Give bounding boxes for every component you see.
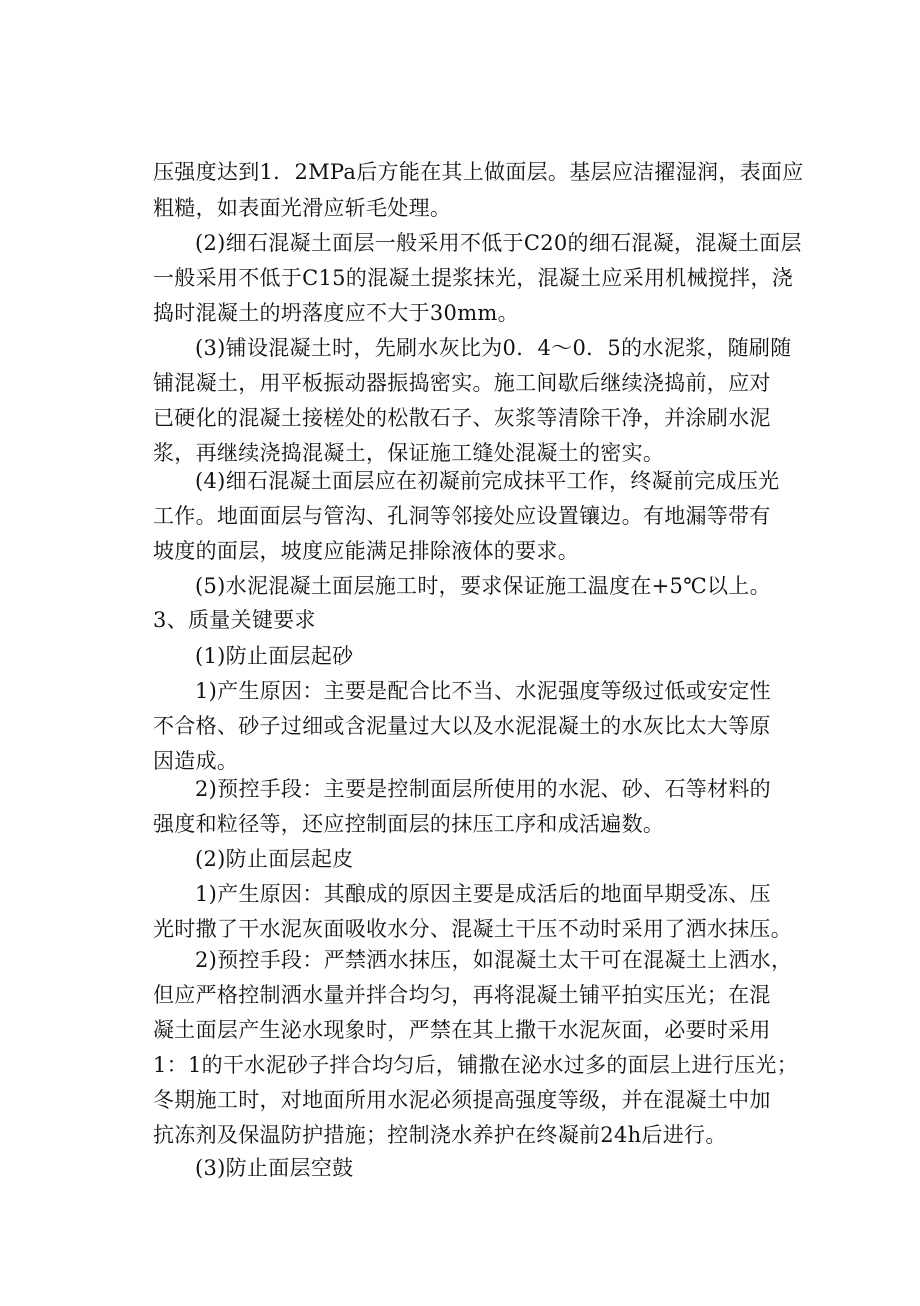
text-line: 1：1的干水泥砂子拌合均匀后，铺撒在泌水过多的面层上进行压光； [153, 1053, 799, 1077]
text-line: 2)预控手段：严禁洒水抹压，如混凝土太干可在混凝土上洒水， [195, 948, 793, 972]
text-line: 已硬化的混凝土接槎处的松散石子、灰浆等清除干净，并涂刷水泥 [153, 406, 771, 430]
subsection-heading: (2)防止面层起皮 [195, 847, 354, 871]
text-line: 1)产生原因：主要是配合比不当、水泥强度等级过低或安定性 [195, 679, 771, 703]
text-line: 铺混凝土，用平板振动器振捣密实。施工间歇后继续浇捣前，应对 [153, 371, 771, 395]
text-line: 光时撒了干水泥灰面吸收水分、混凝土干压不动时采用了洒水抹压。 [153, 917, 792, 941]
section-heading: 3、质量关键要求 [153, 608, 316, 632]
text-line: 凝土面层产生泌水现象时，严禁在其上撒干水泥灰面，必要时采用 [153, 1018, 771, 1042]
text-line: 坡度的面层，坡度应能满足排除液体的要求。 [153, 539, 579, 563]
text-line: (2)细石混凝土面层一般采用不低于C20的细石混凝，混凝土面层 [195, 231, 802, 255]
text-line: 压强度达到1．2MPa后方能在其上做面层。基层应洁擢湿润，表面应 [153, 160, 804, 184]
text-line: 浆，再继续浇捣混凝土，保证施工缝处混凝土的密实。 [153, 441, 665, 465]
text-line: 冬期施工时，对地面所用水泥必须提高强度等级，并在混凝土中加 [153, 1088, 771, 1112]
text-line: 2)预控手段：主要是控制面层所使用的水泥、砂、石等材料的 [195, 777, 771, 801]
text-line: (4)细石混凝土面层应在初凝前完成抹平工作，终凝前完成压光 [195, 469, 780, 493]
text-line: 工作。地面面层与管沟、孔洞等邻接处应设置镶边。有地漏等带有 [153, 504, 771, 528]
text-line: 粗糙，如表面光滑应斩毛处理。 [153, 196, 452, 220]
text-line: (3)铺设混凝土时，先刷水灰比为0．4～0．5的水泥浆，随刷随 [195, 336, 792, 360]
subsection-heading: (1)防止面层起砂 [195, 644, 354, 668]
text-line: 不合格、砂子过细或含泥量过大以及水泥混凝土的水灰比太大等原 [153, 714, 771, 738]
text-line: (5)水泥混凝土面层施工时，要求保证施工温度在+5℃以上。 [195, 574, 771, 598]
text-line: 强度和粒径等，还应控制面层的抹压工序和成活遍数。 [153, 812, 665, 836]
text-line: 抗冻剂及保温防护措施；控制浇水养护在终凝前24h后进行。 [153, 1123, 727, 1147]
text-line: 但应严格控制洒水量并拌合均匀，再将混凝土铺平拍实压光；在混 [153, 983, 771, 1007]
subsection-heading: (3)防止面层空鼓 [195, 1156, 354, 1180]
text-line: 因造成。 [153, 749, 239, 773]
text-line: 1)产生原因：其酿成的原因主要是成活后的地面早期受冻、压 [195, 882, 771, 906]
text-line: 捣时混凝土的坍落度应不大于30mm。 [153, 301, 519, 325]
text-line: 一般采用不低于C15的混凝土提浆抹光，混凝土应采用机械搅拌，浇 [153, 266, 794, 290]
